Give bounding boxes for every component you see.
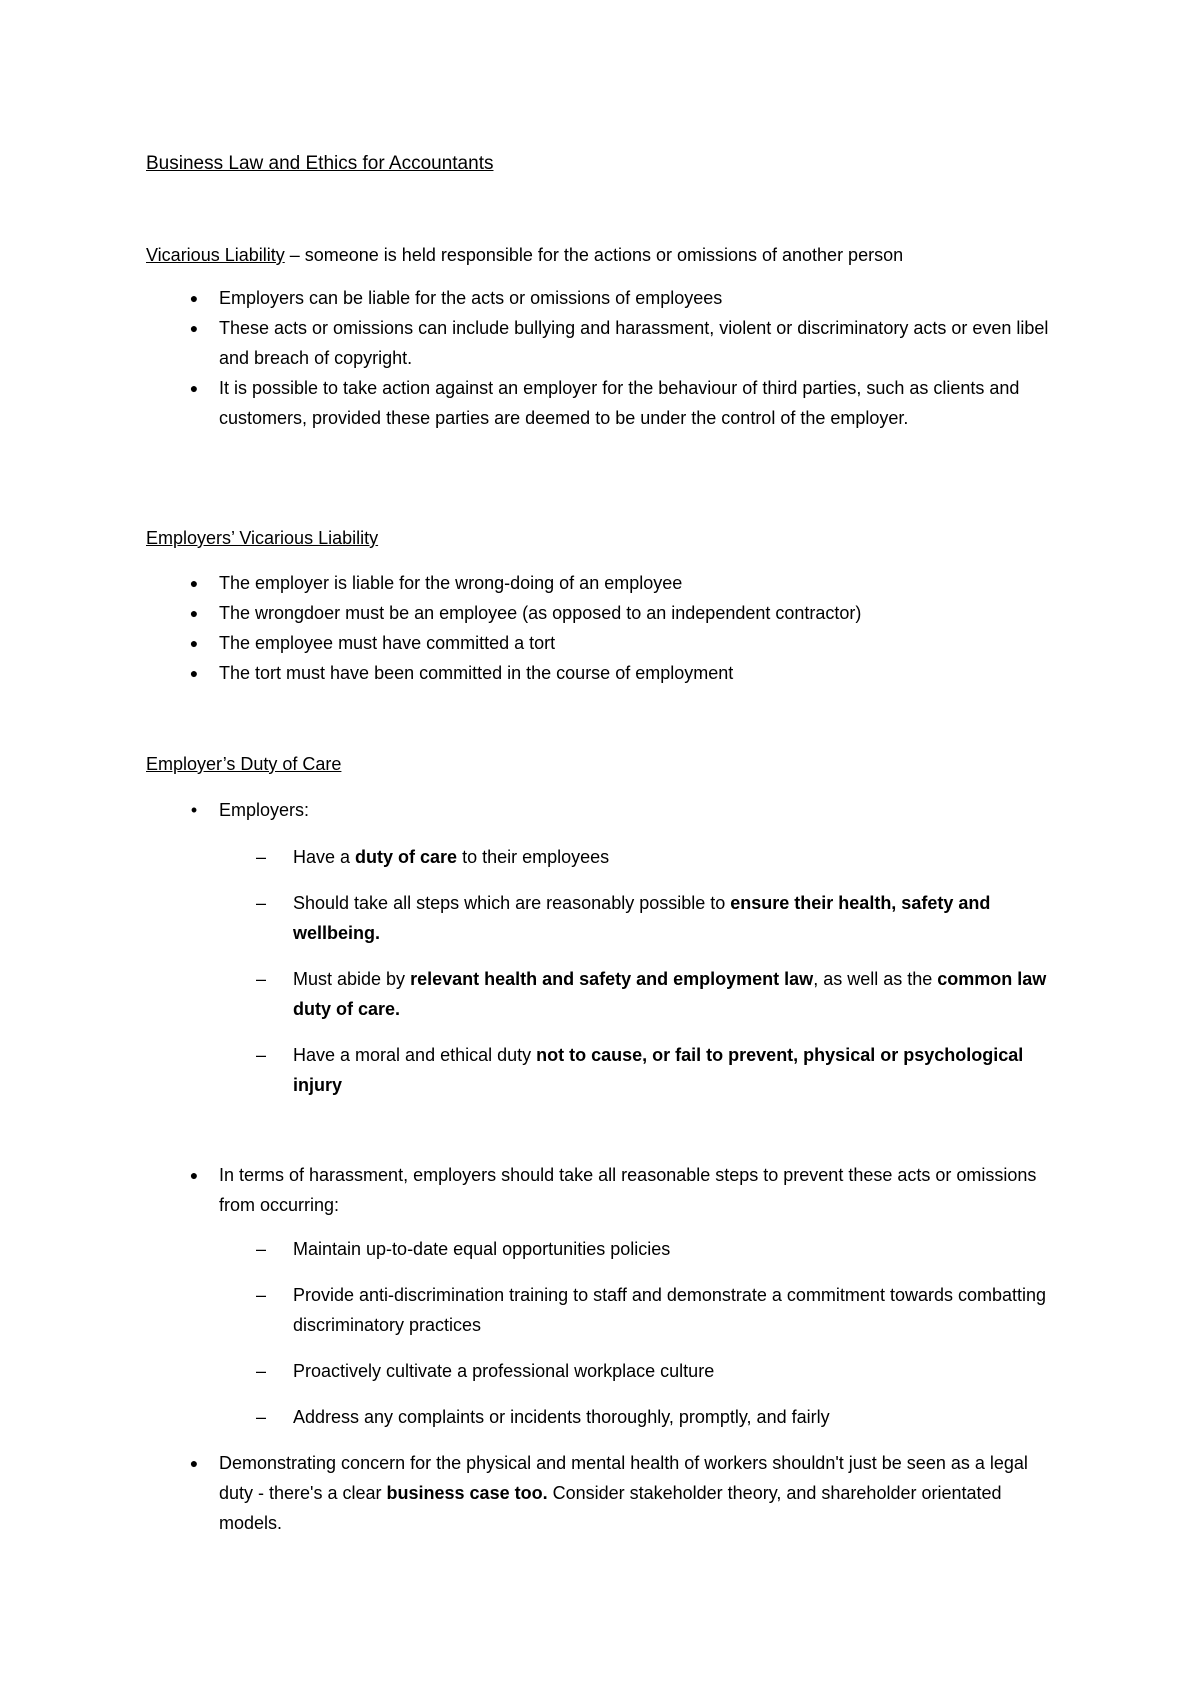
dash-icon: – [255, 1361, 266, 1381]
list-item: – Have a moral and ethical duty not to cause, or fail to prevent, physical or psychological injury [146, 1040, 1066, 1100]
list-item: ● It is possible to take action against an employer for the behaviour of third parties, such as clients and customers, provided these parties are deemed to be under the control of the employer. [146, 373, 1066, 433]
bullet-icon: ● [189, 320, 199, 336]
bullet-icon: ● [189, 665, 199, 681]
bullet-icon: ● [189, 380, 199, 396]
duties-list [146, 842, 1066, 1100]
dash-icon: – [255, 969, 266, 989]
list-item: ● Employers can be liable for the acts or omissions of employees [146, 283, 1066, 313]
bullet-icon: ● [189, 1455, 199, 1471]
section-heading-vicarious-liability: Vicarious Liability [146, 245, 285, 265]
employers-label-list [146, 795, 1066, 825]
harassment-list [146, 1160, 1066, 1220]
dash-icon: – [255, 1239, 266, 1259]
list-item: – Provide anti-discrimination training to staff and demonstrate a commitment towards combatting discriminatory practices [146, 1280, 1066, 1340]
bullet-icon: ● [189, 635, 199, 651]
list-item: ● Demonstrating concern for the physical and mental health of workers shouldn't just be seen as a legal duty - there's a clear business case too. Consider stakeholder theory, and shareholder orientated models. [146, 1448, 1066, 1538]
bullet-icon: • [190, 800, 198, 820]
list-item: ● The employee must have committed a tort [146, 628, 1066, 658]
dash-icon: – [255, 893, 266, 913]
document-title: Business Law and Ethics for Accountants [146, 153, 494, 174]
dash-icon: – [255, 1285, 266, 1305]
list-item: ● The wrongdoer must be an employee (as opposed to an independent contractor) [146, 598, 1066, 628]
list-item: – Should take all steps which are reasonably possible to ensure their health, safety and wellbeing. [146, 888, 1066, 948]
list-item: ● The employer is liable for the wrong-doing of an employee [146, 568, 1066, 598]
section-heading-duty-of-care: Employer’s Duty of Care [146, 754, 342, 774]
list-item: – Maintain up-to-date equal opportunities policies [146, 1234, 1066, 1264]
vicarious-liability-definition [146, 243, 1066, 267]
list-item: • Employers: [146, 795, 1066, 825]
employers-vicarious-liability-list [146, 568, 1066, 688]
list-item: ● The tort must have been committed in the course of employment [146, 658, 1066, 688]
closing-list [146, 1448, 1066, 1538]
list-item: – Must abide by relevant health and safety and employment law, as well as the common law duty of care. [146, 964, 1066, 1024]
bullet-icon: ● [189, 605, 199, 621]
dash-icon: – [255, 847, 266, 867]
list-item: – Proactively cultivate a professional workplace culture [146, 1356, 1066, 1386]
bullet-icon: ● [189, 290, 199, 306]
dash-icon: – [255, 1045, 266, 1065]
vicarious-liability-list [146, 283, 1066, 433]
section-heading-employers-vicarious-liability: Employers’ Vicarious Liability [146, 528, 379, 548]
list-item: – Have a duty of care to their employees [146, 842, 1066, 872]
bullet-icon: ● [189, 575, 199, 591]
dash-icon: – [255, 1407, 266, 1427]
list-item: ● These acts or omissions can include bullying and harassment, violent or discriminatory acts or even libel and breach of copyright. [146, 313, 1066, 373]
bullet-icon: ● [189, 1167, 199, 1183]
harassment-steps-list [146, 1234, 1066, 1432]
list-item: – Address any complaints or incidents thoroughly, promptly, and fairly [146, 1402, 1066, 1432]
list-item: ● In terms of harassment, employers should take all reasonable steps to prevent these acts or omissions from occurring: [146, 1160, 1066, 1220]
definition-text: – someone is held responsible for the actions or omissions of another person [284, 245, 904, 265]
